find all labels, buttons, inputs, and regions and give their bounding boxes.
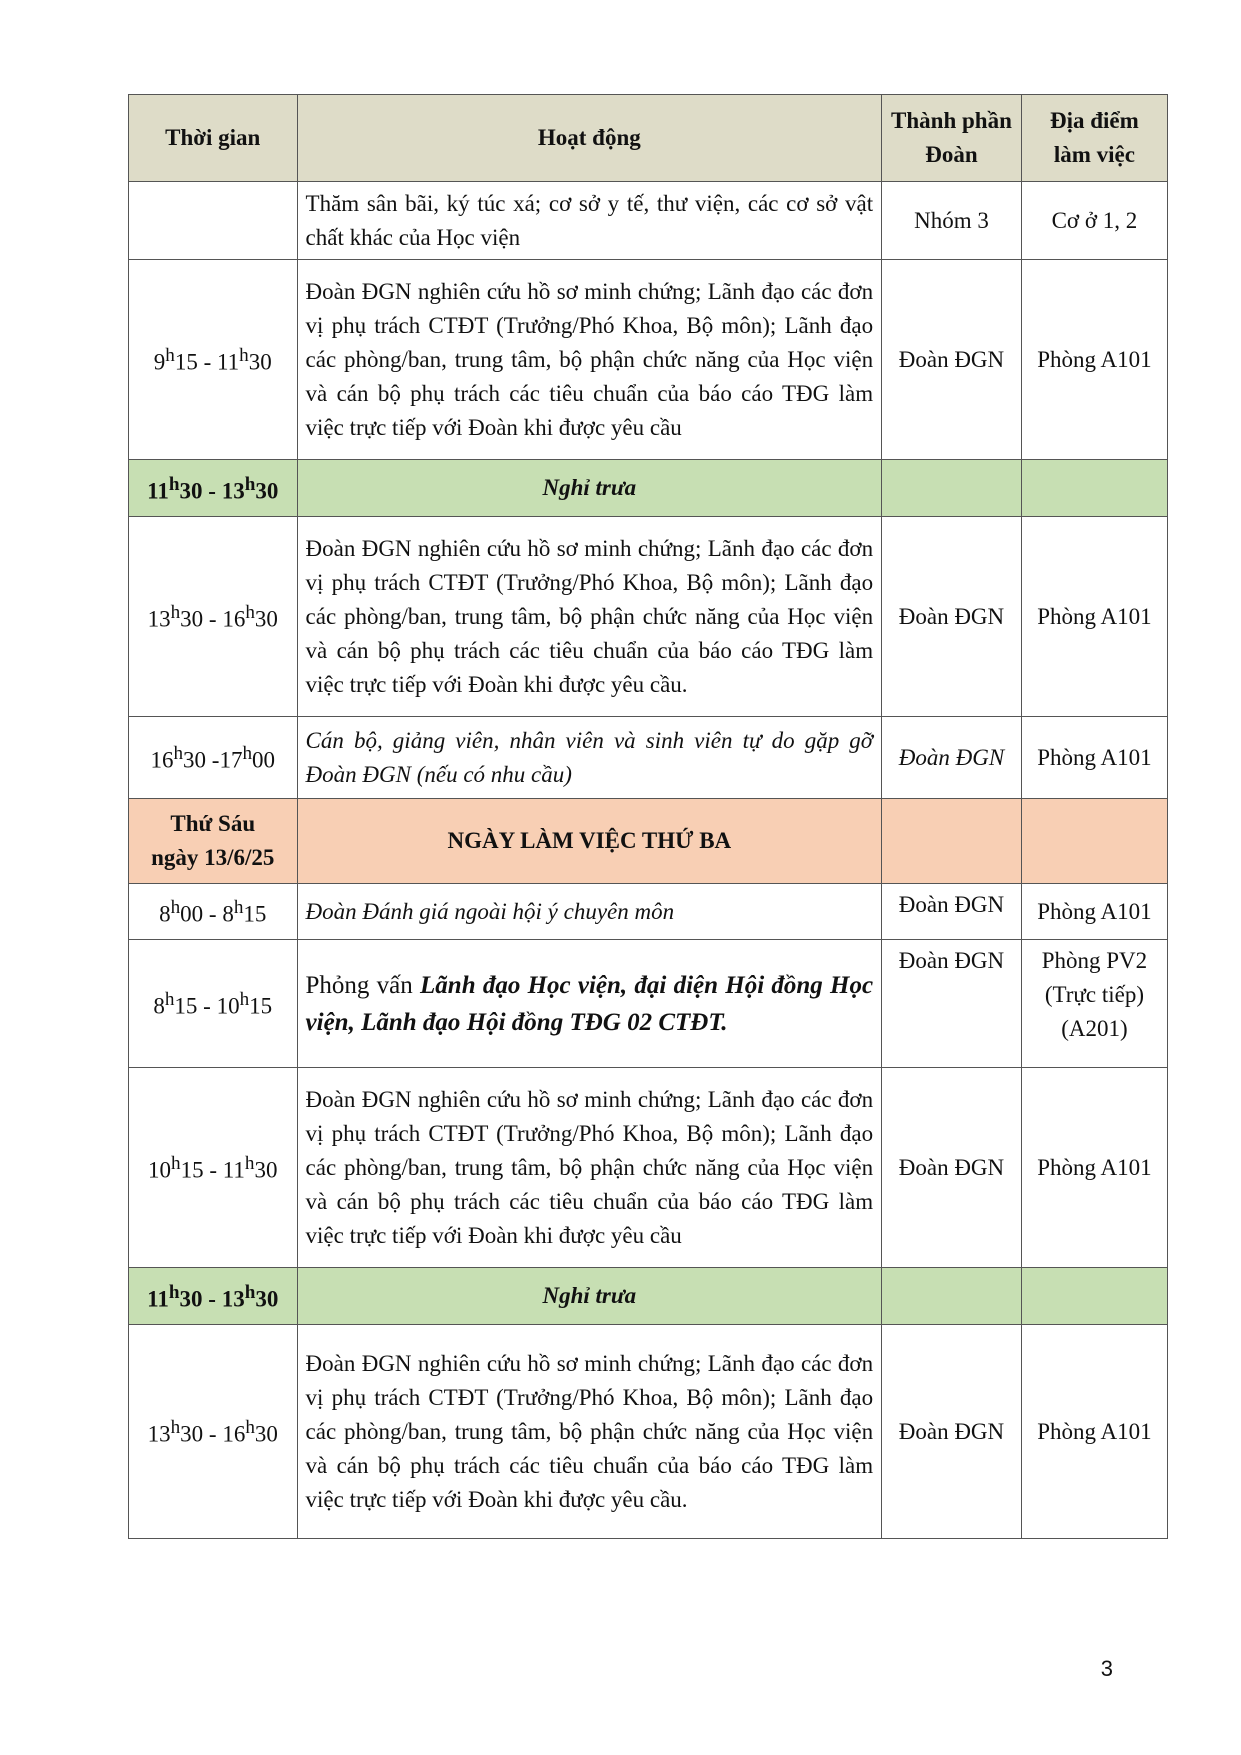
place-cell: Phòng PV2 (Trực tiếp) (A201) <box>1021 940 1167 1068</box>
activity-cell: Nghỉ trưa <box>297 460 882 517</box>
header-time: Thời gian <box>129 95 298 182</box>
header-place: Địa điểm làm việc <box>1021 95 1167 182</box>
time-cell: 10$^h$15 - 11$^h$30 <box>129 1068 298 1268</box>
activity-cell: Đoàn Đánh giá ngoài hội ý chuyên môn <box>297 884 882 940</box>
table-row <box>129 260 1168 460</box>
time-cell: 13$^h$30 - 16$^h$30 <box>129 1325 298 1539</box>
time-cell: 9$^h$15 - 11$^h$30 <box>129 260 298 460</box>
team-cell <box>882 1268 1022 1325</box>
time-cell: 8$^h$15 - 10$^h$15 <box>129 940 298 1068</box>
time-cell: 8$^h$00 - 8$^h$15 <box>129 884 298 940</box>
place-cell: Phòng A101 <box>1021 717 1167 799</box>
place-cell <box>1021 460 1167 517</box>
activity-cell: Phỏng vấn Lãnh đạo Học viện, đại diện Hội đồng Học viện, Lãnh đạo Hội đồng TĐG 02 CTĐT. <box>297 940 882 1068</box>
activity-cell: Đoàn ĐGN nghiên cứu hồ sơ minh chứng; Lãnh đạo các đơn vị phụ trách CTĐT (Trưởng/Phó Khoa, Bộ môn); Lãnh đạo các phòng/ban, trung tâm, bộ phận chức năng của Học viện và cán bộ phụ trách các tiêu chuẩn của báo cáo TĐG làm việc trực tiếp với Đoàn khi được yêu cầu <box>297 260 882 460</box>
team-cell: Đoàn ĐGN <box>882 1068 1022 1268</box>
page-number: 3 <box>1100 1656 1113 1681</box>
team-cell: Đoàn ĐGN <box>882 717 1022 799</box>
team-cell: Đoàn ĐGN <box>882 884 1022 940</box>
place-cell: Phòng A101 <box>1021 1068 1167 1268</box>
table-row <box>129 182 1168 260</box>
table-row <box>129 940 1168 1068</box>
team-cell: Đoàn ĐGN <box>882 1325 1022 1539</box>
team-cell <box>882 460 1022 517</box>
activity-cell: Đoàn ĐGN nghiên cứu hồ sơ minh chứng; Lãnh đạo các đơn vị phụ trách CTĐT (Trưởng/Phó Khoa, Bộ môn); Lãnh đạo các phòng/ban, trung tâm, bộ phận chức năng của Học viện và cán bộ phụ trách các tiêu chuẩn của báo cáo TĐG làm việc trực tiếp với Đoàn khi được yêu cầu <box>297 1068 882 1268</box>
place-cell: Cơ ở 1, 2 <box>1021 182 1167 260</box>
lunch-row <box>129 460 1168 517</box>
lunch-row <box>129 1268 1168 1325</box>
place-cell <box>1021 799 1167 884</box>
place-cell: Phòng A101 <box>1021 1325 1167 1539</box>
table-row <box>129 1325 1168 1539</box>
team-cell: Đoàn ĐGN <box>882 517 1022 717</box>
place-cell <box>1021 1268 1167 1325</box>
activity-cell: Đoàn ĐGN nghiên cứu hồ sơ minh chứng; Lãnh đạo các đơn vị phụ trách CTĐT (Trưởng/Phó Khoa, Bộ môn); Lãnh đạo các phòng/ban, trung tâm, bộ phận chức năng của Học viện và cán bộ phụ trách các tiêu chuẩn của báo cáo TĐG làm việc trực tiếp với Đoàn khi được yêu cầu. <box>297 1325 882 1539</box>
day-title: NGÀY LÀM VIỆC THỨ BA <box>297 799 882 884</box>
activity-cell: Đoàn ĐGN nghiên cứu hồ sơ minh chứng; Lãnh đạo các đơn vị phụ trách CTĐT (Trưởng/Phó Khoa, Bộ môn); Lãnh đạo các phòng/ban, trung tâm, bộ phận chức năng của Học viện và cán bộ phụ trách các tiêu chuẩn của báo cáo TĐG làm việc trực tiếp với Đoàn khi được yêu cầu. <box>297 517 882 717</box>
team-cell: Đoàn ĐGN <box>882 260 1022 460</box>
place-cell: Phòng A101 <box>1021 260 1167 460</box>
table-row <box>129 517 1168 717</box>
header-activity: Hoạt động <box>297 95 882 182</box>
table-row <box>129 884 1168 940</box>
table-header-row <box>129 95 1168 182</box>
team-cell: Đoàn ĐGN <box>882 940 1022 1068</box>
activity-cell: Nghỉ trưa <box>297 1268 882 1325</box>
time-cell: 11$^h$30 - 13$^h$30 <box>129 460 298 517</box>
time-cell <box>129 182 298 260</box>
time-cell: 11$^h$30 - 13$^h$30 <box>129 1268 298 1325</box>
table-row <box>129 1068 1168 1268</box>
place-cell: Phòng A101 <box>1021 517 1167 717</box>
team-cell <box>882 799 1022 884</box>
activity-cell: Thăm sân bãi, ký túc xá; cơ sở y tế, thư viện, các cơ sở vật chất khác của Học viện <box>297 182 882 260</box>
day-header-row <box>129 799 1168 884</box>
team-cell: Nhóm 3 <box>882 182 1022 260</box>
day-cell: Thứ Sáu ngày 13/6/25 <box>129 799 298 884</box>
table-row <box>129 717 1168 799</box>
time-cell: 16$^h$30 -17$^h$00 <box>129 717 298 799</box>
activity-cell: Cán bộ, giảng viên, nhân viên và sinh viên tự do gặp gỡ Đoàn ĐGN (nếu có nhu cầu) <box>297 717 882 799</box>
place-cell: Phòng A101 <box>1021 884 1167 940</box>
header-team: Thành phần Đoàn <box>882 95 1022 182</box>
time-cell: 13$^h$30 - 16$^h$30 <box>129 517 298 717</box>
schedule-table <box>128 94 1168 1539</box>
